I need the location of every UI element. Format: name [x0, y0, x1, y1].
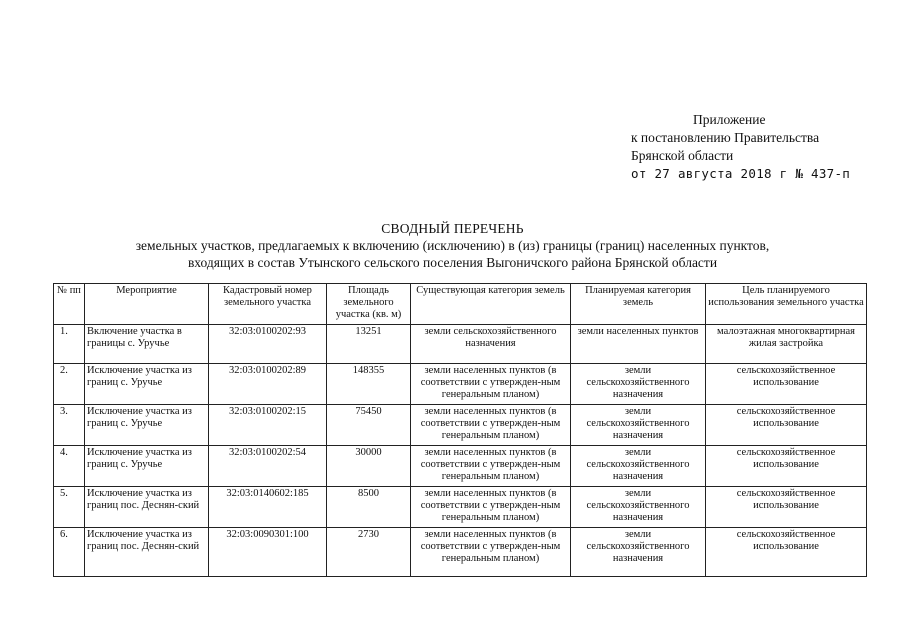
cell-cadastre: 32:03:0100202:93 [209, 325, 327, 364]
appendix-label: Приложение [693, 112, 766, 127]
cell-purpose: сельскохозяйственное использование [706, 405, 867, 446]
header-purpose: Цель планируемого использования земельного участка [706, 284, 867, 325]
cell-cadastre: 32:03:0100202:89 [209, 364, 327, 405]
cell-planned-category: земли сельскохозяйственного назначения [571, 364, 706, 405]
header-number: № пп [54, 284, 85, 325]
table-row [54, 325, 867, 364]
table-header-row [54, 284, 867, 325]
appendix-region: Брянской области [631, 148, 734, 163]
document-title [40, 220, 865, 271]
cell-number: 2. [54, 364, 85, 405]
table-row [54, 487, 867, 528]
cell-planned-category: земли сельскохозяйственного назначения [571, 487, 706, 528]
cell-cadastre: 32:03:0100202:15 [209, 405, 327, 446]
cell-purpose: сельскохозяйственное использование [706, 487, 867, 528]
cell-area: 8500 [327, 487, 411, 528]
cell-number: 3. [54, 405, 85, 446]
cell-current-category: земли населенных пунктов (в соответствии с утвержден-ным генеральным планом) [411, 487, 571, 528]
cell-cadastre: 32:03:0140602:185 [209, 487, 327, 528]
cell-cadastre: 32:03:0100202:54 [209, 446, 327, 487]
table-row [54, 405, 867, 446]
header-planned-category: Планируемая категория земель [571, 284, 706, 325]
appendix-date-number: от 27 августа 2018 г № 437-п [631, 166, 851, 181]
header-area: Площадь земельного участка (кв. м) [327, 284, 411, 325]
cell-current-category: земли сельскохозяйственного назначения [411, 325, 571, 364]
cell-area: 148355 [327, 364, 411, 405]
cell-current-category: земли населенных пунктов (в соответствии с утвержден-ным генеральным планом) [411, 405, 571, 446]
table-row [54, 446, 867, 487]
cell-action: Исключение участка из границ с. Уручье [85, 364, 209, 405]
land-plots-table [53, 283, 867, 577]
title-heading: СВОДНЫЙ ПЕРЕЧЕНЬ [381, 221, 524, 236]
appendix-decree: к постановлению Правительства [631, 130, 820, 145]
cell-cadastre: 32:03:0090301:100 [209, 528, 327, 577]
cell-number: 1. [54, 325, 85, 364]
cell-planned-category: земли сельскохозяйственного назначения [571, 446, 706, 487]
cell-current-category: земли населенных пунктов (в соответствии с утвержден-ным генеральным планом) [411, 528, 571, 577]
appendix-block [631, 111, 891, 183]
cell-number: 6. [54, 528, 85, 577]
cell-area: 30000 [327, 446, 411, 487]
cell-action: Исключение участка из границ с. Уручье [85, 446, 209, 487]
cell-planned-category: земли населенных пунктов [571, 325, 706, 364]
cell-action: Исключение участка из границ с. Уручье [85, 405, 209, 446]
cell-number: 4. [54, 446, 85, 487]
cell-action: Исключение участка из границ пос. Деснян-ский [85, 487, 209, 528]
cell-area: 75450 [327, 405, 411, 446]
cell-purpose: сельскохозяйственное использование [706, 528, 867, 577]
cell-purpose: сельскохозяйственное использование [706, 446, 867, 487]
header-current-category: Существующая категория земель [411, 284, 571, 325]
cell-action: Включение участка в границы с. Уручье [85, 325, 209, 364]
table-row [54, 528, 867, 577]
title-subtitle-line2: входящих в состав Утынского сельского поселения Выгоничского района Брянской области [187, 255, 718, 270]
cell-planned-category: земли сельскохозяйственного назначения [571, 528, 706, 577]
header-action: Мероприятие [85, 284, 209, 325]
cell-purpose: малоэтажная многоквартирная жилая застройка [706, 325, 867, 364]
cell-number: 5. [54, 487, 85, 528]
cell-planned-category: земли сельскохозяйственного назначения [571, 405, 706, 446]
table-row [54, 364, 867, 405]
cell-area: 13251 [327, 325, 411, 364]
cell-purpose: сельскохозяйственное использование [706, 364, 867, 405]
cell-area: 2730 [327, 528, 411, 577]
cell-action: Исключение участка из границ пос. Деснян-ский [85, 528, 209, 577]
title-subtitle-line1: земельных участков, предлагаемых к включению (исключению) в (из) границы (границ) населенных пунктов, [135, 238, 770, 253]
cell-current-category: земли населенных пунктов (в соответствии с утвержден-ным генеральным планом) [411, 364, 571, 405]
header-cadastre: Кадастровый номер земельного участка [209, 284, 327, 325]
cell-current-category: земли населенных пунктов (в соответствии с утвержден-ным генеральным планом) [411, 446, 571, 487]
